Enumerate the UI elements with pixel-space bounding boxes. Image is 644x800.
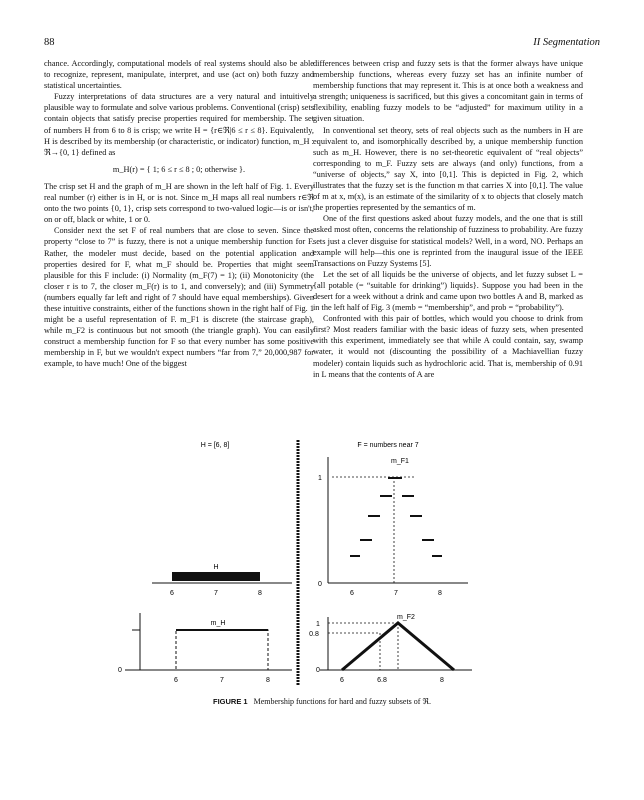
figure-1-svg — [80, 435, 560, 690]
step — [388, 477, 402, 479]
set-label: H — [213, 564, 219, 571]
step — [432, 555, 442, 557]
tick-label: 7 — [394, 590, 398, 597]
tick-label: 6 — [174, 677, 178, 684]
paragraph: Consider next the set F of real numbers that are close to seven. Since the property “close to 7” is fuzzy, there is not a unique membership function for F. Rather, the modeler must decide, based on the potential application and properties desired for F, what m_F should be. Properties that might seem plausible for this F include: (i) Normality (m_F(7) = 1); (ii) Monotonicity (the closer r is to 7, the closer m_F(r) is to 1, and conversely); and (iii) Symmetry (numbers equally far left and right of 7 should have equal memberships). Given these intuitive constraints, either of the functions shown in the right half of Fig. 1 might be a useful representation of F. m_F1 is discrete (the staircase graph), while m_F2 is continuous but not smooth (the triangle graph). You can easily construct a membership function for F so that every number has some positive membership in F, but we wouldn't expect numbers “far from 7,” 20,000,987 for example, to have much! One of the biggest — [44, 226, 314, 369]
right-column — [313, 58, 583, 380]
tick-label: 7 — [220, 677, 224, 684]
paragraph: Confronted with this pair of bottles, which would you choose to drink from first? Most readers familiar with the basic ideas of fuzzy sets, when presented with this experiment, immediately see that while A could contain, say, swamp water, it would not (discounting the possibility of a Machiavellian fuzzy modeler) contain liquids such as hydrochloric acid. That is, membership of 0.91 in L means that the contents of A are — [313, 314, 583, 379]
step — [380, 495, 392, 497]
y-label: 1 — [316, 621, 320, 628]
triangle-function — [342, 623, 454, 670]
panel-top-right — [318, 442, 468, 597]
y-label: 0 — [316, 667, 320, 674]
figure-caption — [0, 697, 644, 706]
paragraph: differences between crisp and fuzzy sets is that the former always have unique membership functions, whereas every fuzzy set has an infinite number of membership functions that may represent it. This is at once both a weakness and a strength; uniqueness is sacrificed, but this gives a concomitant gain in terms of flexibility, enabling fuzzy models to be “adjusted” for maximum utility in a given situation. — [313, 59, 583, 124]
step — [350, 555, 360, 557]
y-label: 0 — [318, 581, 322, 588]
tick-label: 8 — [266, 677, 270, 684]
panel-top-left — [152, 442, 292, 597]
paragraph: One of the first questions asked about fuzzy models, and the one that is still asked most often, concerns the relationship of fuzziness to probability. Are fuzzy sets just a clever disguise for statistical models? Well, in a word, NO. Perhaps an example will help—this one is reprinted from the inaugural issue of the IEEE Transactions on Fuzzy Systems [5]. — [313, 214, 583, 268]
left-column — [44, 58, 314, 370]
tick-label: 8 — [440, 677, 444, 684]
set-bar — [172, 572, 260, 581]
paragraph: In conventional set theory, sets of real objects such as the numbers in H are equivalent to, and isomorphically described by, a unique membership function such as m_H. However, there is no set-theoretic equivalent of “real objects” corresponding to m_F. Fuzzy sets are always (and only) functions, from a “universe of objects,” say X, into [0,1]. This is depicted in Fig. 2, which illustrates that the fuzzy set is the function m that carries X into [0,1]. The value of m at x, m(x), is an estimate of the similarity of x to objects that closely match the properties represented by the semantics of m. — [313, 125, 583, 213]
panel-bottom-right — [309, 614, 472, 684]
y-label: 0 — [118, 667, 122, 674]
tick-label: 8 — [438, 590, 442, 597]
step — [410, 515, 422, 517]
tick-label: 7 — [214, 590, 218, 597]
function-label: m_H — [210, 620, 226, 627]
function-label: m_F2 — [397, 614, 415, 621]
step — [360, 539, 372, 541]
tick-label: 8 — [258, 590, 262, 597]
y-label: 1 — [318, 475, 322, 482]
paragraph: chance. Accordingly, computational models of real systems should also be able to recognize, represent, manipulate, interpret, and use (act on) both fuzzy and statistical uncertainties. — [44, 59, 314, 91]
mh-box — [176, 630, 268, 670]
equation: m_H(r) = { 1; 6 ≤ r ≤ 8 ; 0; otherwise }. — [112, 164, 246, 174]
paragraph: Let the set of all liquids be the universe of objects, and let fuzzy subset L = {all potable (= “suitable for drinking”) liquids}. Suppose you had been in the desert for a week without a drink and came upon two bottles A and B, marked as in the left half of Fig. 3 (memb = “membership”, and prob = “probability”). — [313, 269, 583, 313]
function-label: m_F1 — [391, 458, 409, 465]
step — [402, 495, 414, 497]
panel-title: H = [6, 8] — [200, 442, 230, 449]
y-label: 0.8 — [309, 631, 319, 638]
tick-label: 6 — [340, 677, 344, 684]
tick-label: 6 — [170, 590, 174, 597]
figure-1 — [80, 435, 560, 695]
panel-title: F = numbers near 7 — [357, 442, 419, 449]
paragraph: The crisp set H and the graph of m_H are shown in the left half of Fig. 1. Every real number (r) either is in H, or is not. Since m_H maps all real numbers r∈ℜ onto the two points {0, 1}, crisp sets correspond to two-valued logic—is or isn't, on or off, black or white, 1 or 0. — [44, 181, 314, 225]
tick-label: 6.8 — [377, 677, 387, 684]
running-header: II Segmentation — [533, 37, 600, 48]
step — [422, 539, 434, 541]
caption-text: Membership functions for hard and fuzzy subsets of ℜ. — [253, 697, 431, 706]
panel-bottom-left — [118, 613, 292, 684]
page-number: 88 — [44, 37, 55, 48]
tick-label: 6 — [350, 590, 354, 597]
caption-label: FIGURE 1 — [213, 697, 248, 706]
paragraph: Fuzzy interpretations of data structures are a very natural and intuitively plausible way to formulate and solve various problems. Conventional (crisp) sets contain objects that satisfy precise properties required for membership. The set of numbers H from 6 to 8 is crisp; we write H = {r∈ℜ|6 ≤ r ≤ 8}. Equivalently, H is described by its membership (or characteristic, or indicator) function, m_H : ℜ→{0, 1} defined as — [44, 92, 314, 157]
step — [368, 515, 380, 517]
